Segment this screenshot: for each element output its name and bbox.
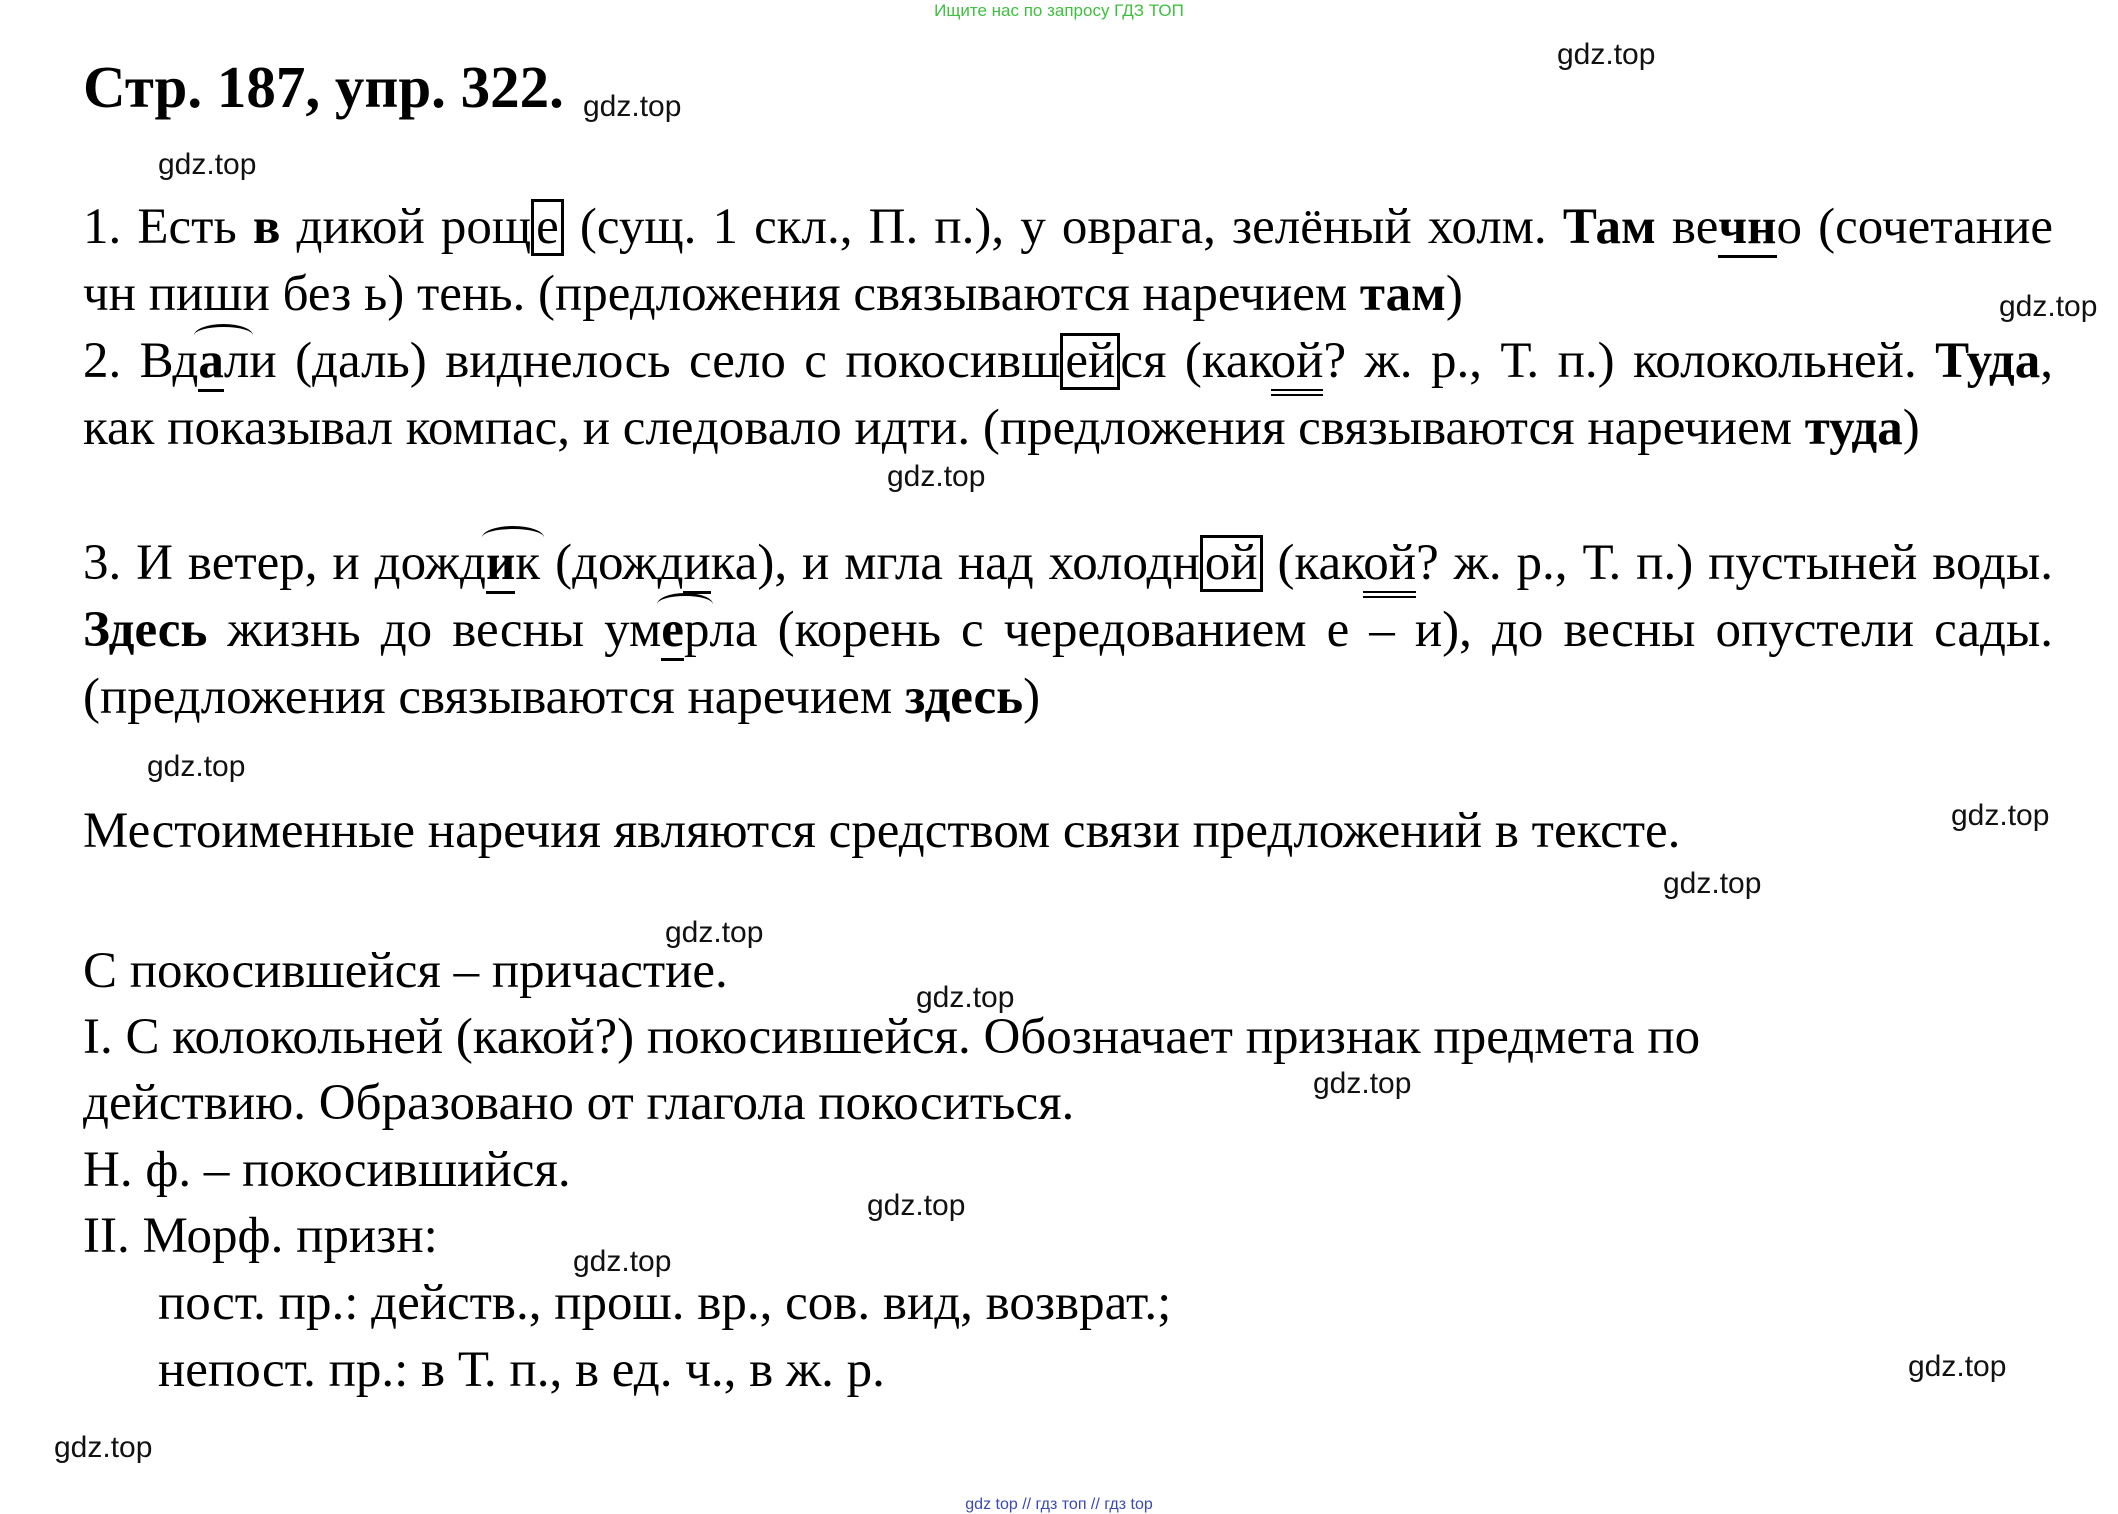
paragraph-3 bbox=[83, 530, 2053, 731]
watermark: gdz.top bbox=[1663, 867, 1762, 900]
root-arc bbox=[661, 597, 709, 664]
text: (дожд bbox=[540, 535, 684, 591]
watermark: gdz.top bbox=[147, 750, 246, 783]
stressed-vowel: е bbox=[661, 602, 684, 661]
ending-underline: ой bbox=[1271, 333, 1324, 396]
paragraph-1 bbox=[83, 194, 2053, 328]
analysis-line-5: пост. пр.: действ., прош. вр., сов. вид, возврат.; bbox=[158, 1275, 1172, 1331]
page-title: Стр. 187, упр. 322. bbox=[83, 54, 564, 120]
text: жизнь до весны ум bbox=[207, 602, 662, 658]
text: л bbox=[223, 333, 250, 389]
text: ла (корень с чередованием е – и), до весны опустели сады. (предложения связываются наречием bbox=[83, 602, 2053, 725]
text: р bbox=[683, 602, 710, 658]
text: 2. Вд bbox=[83, 333, 199, 389]
bold-word: Там bbox=[1562, 199, 1656, 255]
bold-word: в bbox=[252, 199, 281, 255]
text: ? ж. р., Т. п.) колокольней. bbox=[1323, 333, 1936, 389]
text: ) bbox=[1445, 266, 1463, 322]
text: ? ж. р., Т. п.) пустыней воды. bbox=[1416, 535, 2053, 591]
text: (как bbox=[1262, 535, 1364, 591]
text: ся (как bbox=[1120, 333, 1271, 389]
watermark: gdz.top bbox=[54, 1431, 153, 1464]
conclusion-text: Местоименные наречия являются средством связи предложений в тексте. bbox=[83, 803, 1681, 859]
watermark: gdz.top bbox=[1951, 799, 2050, 832]
root-arc bbox=[486, 530, 540, 597]
ending-box: ой bbox=[1200, 535, 1263, 592]
analysis-line-4: II. Морф. призн: bbox=[83, 1208, 438, 1264]
stressed-vowel: и bbox=[683, 535, 710, 594]
analysis-line-3: Н. ф. – покосившийся. bbox=[83, 1142, 571, 1198]
watermark: gdz.top bbox=[158, 148, 257, 181]
text: ве bbox=[1655, 199, 1719, 255]
watermark: gdz.top bbox=[1313, 1067, 1412, 1100]
watermark: gdz.top bbox=[916, 981, 1015, 1014]
bold-word: Здесь bbox=[83, 602, 208, 658]
bold-word: Туда bbox=[1935, 333, 2041, 389]
text: 3. И ветер, и дожд bbox=[83, 535, 486, 591]
watermark: gdz.top bbox=[1908, 1350, 2007, 1383]
ending-box: е bbox=[531, 199, 564, 256]
text: ) bbox=[1023, 669, 1041, 725]
spelling-mark: чн bbox=[1718, 199, 1776, 258]
text: , как показывал компас, и следовало идти. (предложения связываются наречием bbox=[83, 333, 2053, 456]
analysis-line-6: непост. пр.: в Т. п., в ед. ч., в ж. р. bbox=[158, 1342, 885, 1398]
text: 1. Есть bbox=[83, 199, 253, 255]
search-banner: Ищите нас по запросу ГДЗ ТОП bbox=[934, 1, 1184, 20]
watermark: gdz.top bbox=[1999, 290, 2098, 323]
watermark: gdz.top bbox=[887, 460, 986, 493]
paragraph-2 bbox=[83, 328, 2053, 462]
watermark: gdz.top bbox=[1557, 38, 1656, 71]
text: о (сочетание чн пиши без ь) тень. (предложения связываются наречием bbox=[83, 199, 2053, 322]
watermark: gdz.top bbox=[583, 90, 682, 123]
bold-word: здесь bbox=[904, 669, 1024, 725]
text: ) bbox=[1902, 400, 1920, 456]
stressed-vowel: и bbox=[486, 535, 515, 594]
watermark: gdz.top bbox=[665, 916, 764, 949]
text: и (даль) виднелось село с покосивш bbox=[249, 333, 1061, 389]
analysis-line-2: действию. Образовано от глагола покоситься. bbox=[83, 1075, 1075, 1131]
bold-word: туда bbox=[1804, 400, 1903, 456]
stressed-vowel: а bbox=[198, 333, 224, 392]
footer-links: gdz top // гдз топ // гдз top bbox=[965, 1496, 1153, 1513]
watermark: gdz.top bbox=[573, 1245, 672, 1278]
text: к bbox=[515, 535, 541, 591]
bold-word: там bbox=[1359, 266, 1446, 322]
text: ка), и мгла над холодн bbox=[710, 535, 1200, 591]
ending-box: ей bbox=[1060, 333, 1120, 390]
analysis-line-1: I. С колокольней (какой?) покосившейся. Обозначает признак предмета по bbox=[83, 1009, 1701, 1065]
ending-underline: ой bbox=[1363, 535, 1416, 598]
text: (сущ. 1 скл., П. п.), у оврага, зелёный холм. bbox=[563, 199, 1563, 255]
root-arc bbox=[198, 328, 249, 395]
text: дикой рощ bbox=[280, 199, 532, 255]
analysis-heading: С покосившейся – причастие. bbox=[83, 943, 728, 999]
watermark: gdz.top bbox=[867, 1189, 966, 1222]
